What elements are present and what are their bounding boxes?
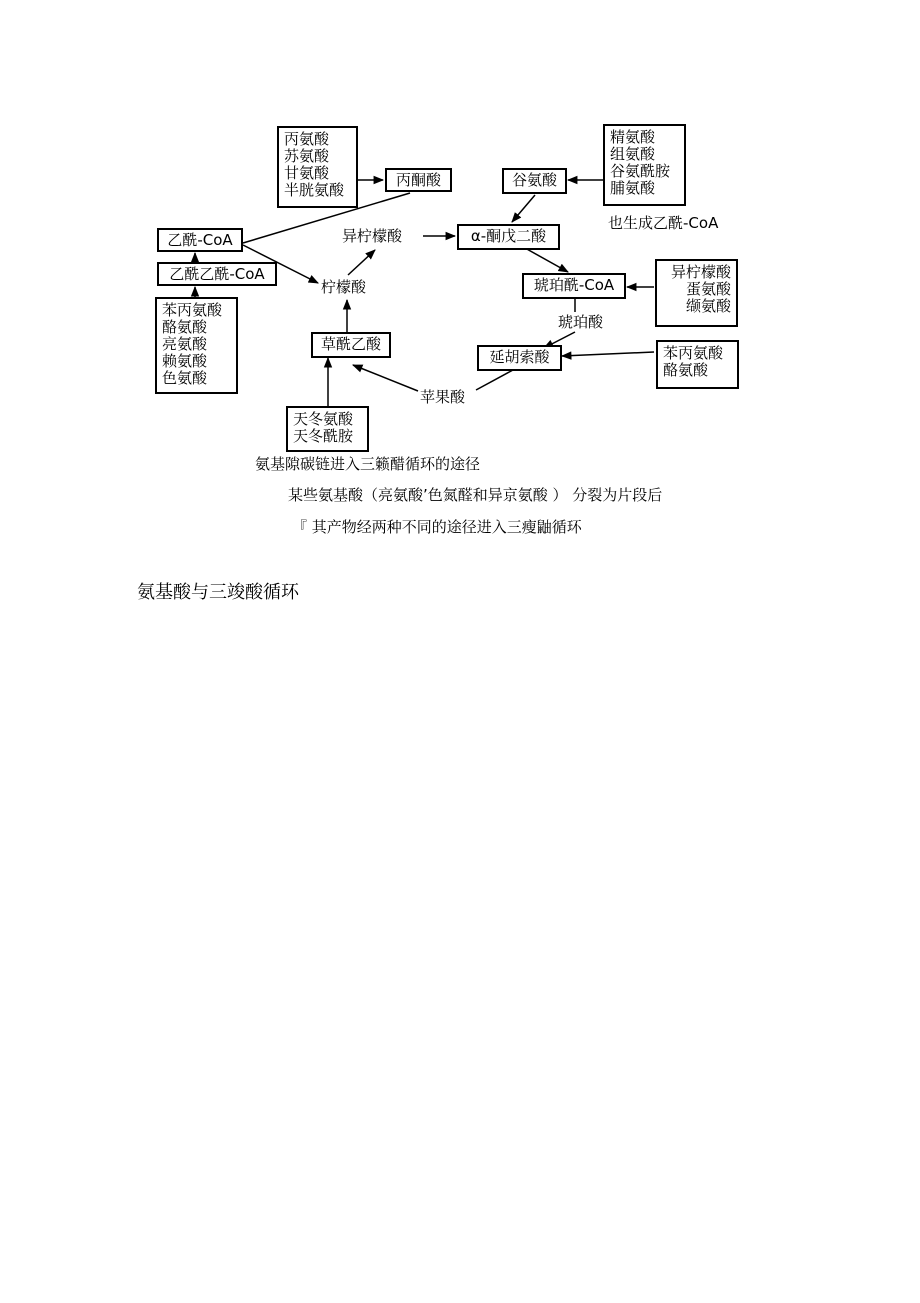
node-pyruvate: 丙酮酸 [385,168,452,192]
node-oxaloacetate: 草酰乙酸 [311,332,391,358]
arrow-aa-to-fumarate [562,352,654,356]
page-heading: 氨基酸与三竣酸循环 [137,582,299,603]
amino-acid-label: 谷氨酰胺 [610,162,671,180]
amino-acid-label: 酪氨酸 [663,361,709,379]
arrow-citrate-to-isocitrate [348,250,375,275]
amino-acid-group-glutamate [603,124,686,206]
amino-acid-label: 蛋氨酸 [685,280,731,298]
node-fumarate: 延胡索酸 [477,345,562,371]
node-acetyl-coa: 乙酰-CoA [157,228,243,252]
node-citrate: 柠檬酸 [321,278,367,296]
node-malate: 苹果酸 [420,388,466,406]
arrow-akg-to-succinyl [525,248,568,272]
amino-acid-label: 酪氨酸 [162,318,208,336]
arrow-malate-to-oxaloacetate [353,365,418,391]
amino-acid-label: 脯氨酸 [610,179,656,197]
amino-acid-label: 异柠檬酸 [670,263,731,281]
amino-acid-label: 天冬酰胺 [293,427,354,445]
amino-acid-label: 亮氨酸 [162,335,208,353]
amino-acid-label: 精氨酸 [610,128,656,146]
amino-acid-label: 组氨酸 [610,145,656,163]
node-succinyl-coa: 琥珀酰-CoA [522,273,626,299]
node-succinate: 琥珀酸 [558,313,604,331]
node-isocitrate: 异柠檬酸 [342,227,403,245]
amino-acid-label: 苏氨酸 [284,147,330,165]
arrow-glutamate-to-akg [512,195,535,222]
amino-acid-label: 赖氨酸 [162,352,208,370]
node-acetoacetyl-coa: 乙酰乙酰-CoA [157,262,277,286]
amino-acid-group-oxaloacetate [286,406,369,452]
amino-acid-group-succinyl [655,259,738,327]
amino-acid-label: 天冬氨酸 [293,410,354,428]
amino-acid-group-fumarate [656,340,739,389]
caption-line-1: 氨基隙碳链进入三籁醋循环的途径 [255,455,481,473]
amino-acid-label: 苯丙氨酸 [162,301,223,319]
amino-acid-group-pyruvate [277,126,358,208]
caption-line-2: 某些氨基酸（亮氨酸’色氮醛和异京氨酸 ） 分裂为片段后 [288,486,663,504]
amino-acid-label: 苯丙氨酸 [663,344,724,362]
amino-acid-label: 丙氨酸 [284,130,330,148]
amino-acid-label: 缬氨酸 [685,297,731,315]
amino-acid-label: 色氨酸 [162,369,208,387]
amino-acid-group-acetoacetyl [155,297,238,394]
node-glutamate: 谷氨酸 [502,168,567,194]
amino-acid-label: 半胱氨酸 [284,181,345,199]
amino-acid-label: 甘氨酸 [284,164,330,182]
caption-line-3: 『 其产物经两种不同的途径进入三瘦鼬循环 [292,518,582,536]
node-alpha-ketoglutarate: α-酮戊二酸 [457,224,560,250]
line-fumarate-malate [476,370,513,390]
note-also-acetyl-coa: 也生成乙酰-CoA [608,214,719,232]
